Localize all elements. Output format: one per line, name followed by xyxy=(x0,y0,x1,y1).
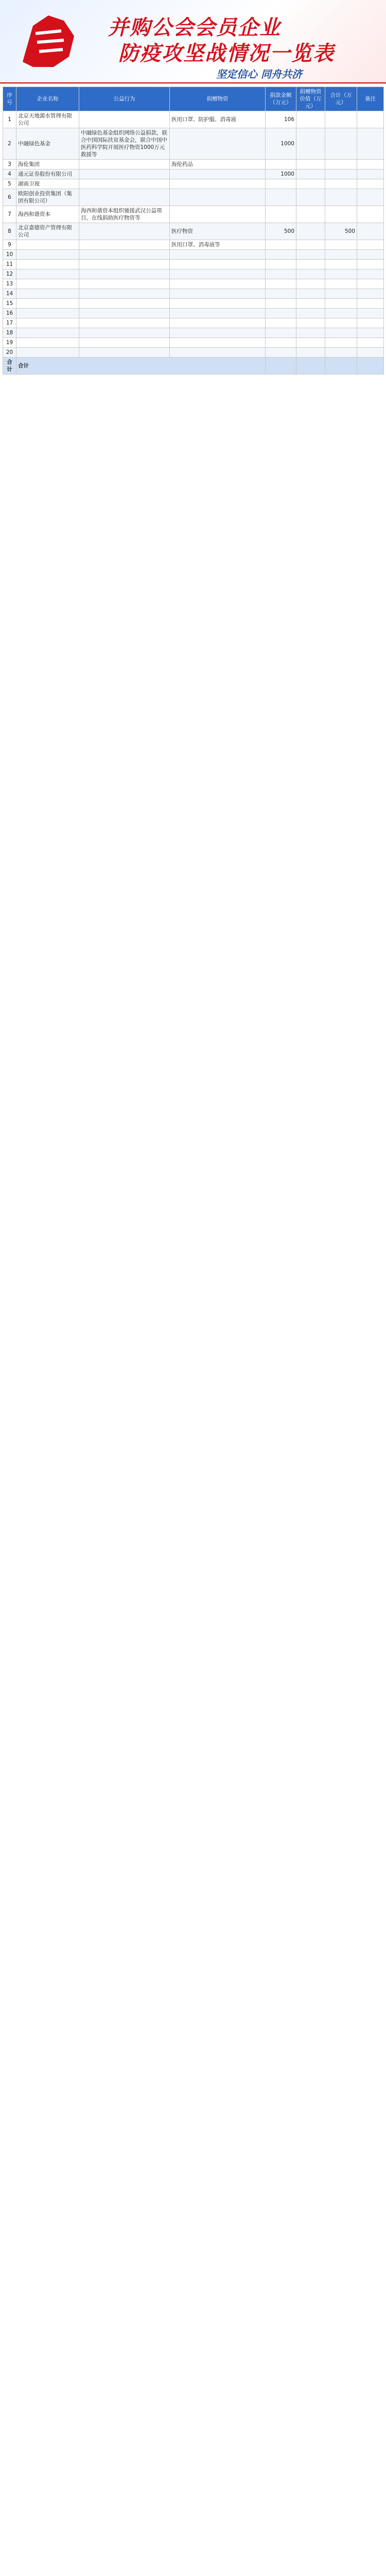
table-row xyxy=(3,250,384,260)
row-total xyxy=(325,328,357,338)
row-number: 9 xyxy=(3,240,16,250)
public-welfare-action xyxy=(79,328,170,338)
page-title-line1: 并购公会会员企业 xyxy=(108,16,281,40)
page-subtitle: 坚定信心 同舟共济 xyxy=(216,68,302,80)
company-name xyxy=(16,348,79,358)
cash-amount xyxy=(266,160,296,170)
footer-value-total xyxy=(296,358,325,375)
materials-value xyxy=(296,189,325,206)
row-number: 2 xyxy=(3,128,16,160)
materials-value xyxy=(296,260,325,269)
company-name xyxy=(16,260,79,269)
public-welfare-action xyxy=(79,309,170,318)
column-header: 备注 xyxy=(357,87,384,111)
materials-value xyxy=(296,299,325,309)
company-name: 湖南卫视 xyxy=(16,179,79,189)
donated-materials xyxy=(170,289,266,299)
row-number: 17 xyxy=(3,318,16,328)
materials-value xyxy=(296,206,325,223)
row-note xyxy=(357,299,384,309)
row-total xyxy=(325,206,357,223)
table-row xyxy=(3,328,384,338)
row-number: 8 xyxy=(3,223,16,240)
donated-materials xyxy=(170,260,266,269)
table-row xyxy=(3,206,384,223)
row-total xyxy=(325,111,357,128)
table-footer-row xyxy=(3,358,384,375)
company-name: 中融绿色基金 xyxy=(16,128,79,160)
cash-amount xyxy=(266,189,296,206)
public-welfare-action xyxy=(79,111,170,128)
public-welfare-action xyxy=(79,318,170,328)
donated-materials xyxy=(170,338,266,348)
cash-amount xyxy=(266,250,296,260)
table-row xyxy=(3,240,384,250)
company-name: 海西和谐资本 xyxy=(16,206,79,223)
donated-materials xyxy=(170,318,266,328)
row-note xyxy=(357,111,384,128)
fist-logo-icon xyxy=(12,10,84,72)
row-number: 14 xyxy=(3,289,16,299)
public-welfare-action xyxy=(79,299,170,309)
donated-materials xyxy=(170,269,266,279)
donated-materials xyxy=(170,170,266,179)
table-row xyxy=(3,111,384,128)
table-row xyxy=(3,318,384,328)
materials-value xyxy=(296,338,325,348)
row-number: 11 xyxy=(3,260,16,269)
donated-materials xyxy=(170,299,266,309)
company-name xyxy=(16,309,79,318)
row-note xyxy=(357,318,384,328)
table-row xyxy=(3,289,384,299)
company-name xyxy=(16,250,79,260)
company-name: 海伦集团 xyxy=(16,160,79,170)
table-body xyxy=(3,111,384,358)
row-number: 12 xyxy=(3,269,16,279)
row-note xyxy=(357,223,384,240)
row-note xyxy=(357,328,384,338)
row-number: 13 xyxy=(3,279,16,289)
materials-value xyxy=(296,348,325,358)
materials-value xyxy=(296,179,325,189)
column-header: 合计（万元） xyxy=(325,87,357,111)
column-header: 捐赠物资价值（万元） xyxy=(296,87,325,111)
column-header: 捐款金额（万元） xyxy=(266,87,296,111)
row-note xyxy=(357,170,384,179)
cash-amount xyxy=(266,348,296,358)
company-name xyxy=(16,240,79,250)
company-name xyxy=(16,328,79,338)
company-name: 通元证券股份有限公司 xyxy=(16,170,79,179)
row-note xyxy=(357,206,384,223)
cash-amount xyxy=(266,279,296,289)
row-note xyxy=(357,289,384,299)
row-note xyxy=(357,260,384,269)
row-number: 3 xyxy=(3,160,16,170)
company-name: 北京天地源水管理有限公司 xyxy=(16,111,79,128)
materials-value xyxy=(296,250,325,260)
row-total xyxy=(325,250,357,260)
public-welfare-action xyxy=(79,348,170,358)
company-name xyxy=(16,338,79,348)
materials-value xyxy=(296,289,325,299)
table-row xyxy=(3,299,384,309)
row-note xyxy=(357,250,384,260)
materials-value xyxy=(296,170,325,179)
row-number: 5 xyxy=(3,179,16,189)
donated-materials: 医疗物资 xyxy=(170,223,266,240)
row-total: 500 xyxy=(325,223,357,240)
footer-grand-total xyxy=(325,358,357,375)
row-total xyxy=(325,260,357,269)
donated-materials xyxy=(170,250,266,260)
cash-amount xyxy=(266,328,296,338)
row-total xyxy=(325,299,357,309)
cash-amount xyxy=(266,240,296,250)
cash-amount: 1000 xyxy=(266,170,296,179)
footer-label: 合计 xyxy=(3,358,16,375)
table-row xyxy=(3,309,384,318)
public-welfare-action xyxy=(79,240,170,250)
column-header: 序号 xyxy=(3,87,16,111)
public-welfare-action xyxy=(79,338,170,348)
public-welfare-action: 中融绿色基金组织网络公益捐款，联合中国国际扶贫基金会，联合中国中医药科学院开展医疗物资1000万元救援等 xyxy=(79,128,170,160)
table-row xyxy=(3,179,384,189)
donated-materials xyxy=(170,309,266,318)
company-name: 北京嘉德资产管理有限公司 xyxy=(16,223,79,240)
public-welfare-action xyxy=(79,160,170,170)
row-number: 1 xyxy=(3,111,16,128)
public-welfare-action xyxy=(79,250,170,260)
page-title-line2: 防疫攻坚战情况一览表 xyxy=(118,42,335,65)
cash-amount xyxy=(266,299,296,309)
cash-amount: 1000 xyxy=(266,128,296,160)
cash-amount xyxy=(266,338,296,348)
table-row xyxy=(3,128,384,160)
row-note xyxy=(357,279,384,289)
row-total xyxy=(325,179,357,189)
cash-amount xyxy=(266,269,296,279)
cash-amount xyxy=(266,206,296,223)
footer-note xyxy=(357,358,384,375)
row-note xyxy=(357,128,384,160)
table-row xyxy=(3,348,384,358)
company-name xyxy=(16,279,79,289)
public-welfare-action xyxy=(79,170,170,179)
row-note xyxy=(357,269,384,279)
public-welfare-action xyxy=(79,269,170,279)
materials-value xyxy=(296,318,325,328)
public-welfare-action xyxy=(79,260,170,269)
row-number: 6 xyxy=(3,189,16,206)
footer-cash-total xyxy=(266,358,296,375)
row-note xyxy=(357,160,384,170)
company-name xyxy=(16,289,79,299)
donated-materials xyxy=(170,189,266,206)
materials-value xyxy=(296,160,325,170)
table-row xyxy=(3,223,384,240)
table-row xyxy=(3,338,384,348)
row-total xyxy=(325,338,357,348)
column-header: 公益行为 xyxy=(79,87,170,111)
donated-materials xyxy=(170,128,266,160)
public-welfare-action xyxy=(79,179,170,189)
donated-materials xyxy=(170,328,266,338)
row-number: 7 xyxy=(3,206,16,223)
row-note xyxy=(357,189,384,206)
table-row xyxy=(3,189,384,206)
table-row xyxy=(3,260,384,269)
cash-amount: 500 xyxy=(266,223,296,240)
row-note xyxy=(357,240,384,250)
cash-amount xyxy=(266,179,296,189)
cash-amount xyxy=(266,260,296,269)
donation-table xyxy=(3,87,384,375)
cash-amount: 106 xyxy=(266,111,296,128)
row-note xyxy=(357,338,384,348)
materials-value xyxy=(296,328,325,338)
materials-value xyxy=(296,309,325,318)
row-total xyxy=(325,348,357,358)
row-total xyxy=(325,318,357,328)
cash-amount xyxy=(266,318,296,328)
row-total xyxy=(325,170,357,179)
row-number: 18 xyxy=(3,328,16,338)
materials-value xyxy=(296,240,325,250)
donated-materials xyxy=(170,206,266,223)
public-welfare-action xyxy=(79,279,170,289)
row-total xyxy=(325,309,357,318)
company-name xyxy=(16,318,79,328)
table-row xyxy=(3,279,384,289)
donated-materials xyxy=(170,179,266,189)
materials-value xyxy=(296,223,325,240)
cash-amount xyxy=(266,289,296,299)
row-total xyxy=(325,289,357,299)
public-welfare-action: 海西和谐资本组织驰援武汉公益项目，在线捐助医疗物资等 xyxy=(79,206,170,223)
materials-value xyxy=(296,128,325,160)
company-name xyxy=(16,299,79,309)
donated-materials xyxy=(170,279,266,289)
row-total xyxy=(325,128,357,160)
materials-value xyxy=(296,279,325,289)
donated-materials: 海伦药品 xyxy=(170,160,266,170)
footer-total-label: 合计 xyxy=(16,358,266,375)
donated-materials: 医用口罩、防护服、消毒液 xyxy=(170,111,266,128)
table-row xyxy=(3,269,384,279)
donated-materials xyxy=(170,348,266,358)
cash-amount xyxy=(266,309,296,318)
row-total xyxy=(325,160,357,170)
table-row xyxy=(3,170,384,179)
table-header-row xyxy=(3,87,384,111)
public-welfare-action xyxy=(79,189,170,206)
row-total xyxy=(325,269,357,279)
row-number: 16 xyxy=(3,309,16,318)
row-number: 4 xyxy=(3,170,16,179)
row-number: 19 xyxy=(3,338,16,348)
row-total xyxy=(325,189,357,206)
row-note xyxy=(357,309,384,318)
column-header: 企业名称 xyxy=(16,87,79,111)
row-number: 20 xyxy=(3,348,16,358)
row-note xyxy=(357,348,384,358)
row-note xyxy=(357,179,384,189)
public-welfare-action xyxy=(79,289,170,299)
company-name: 欧阳创业投资集团（集团有限公司） xyxy=(16,189,79,206)
materials-value xyxy=(296,269,325,279)
column-header: 捐赠物资 xyxy=(170,87,266,111)
page-header xyxy=(0,0,386,83)
materials-value xyxy=(296,111,325,128)
row-number: 15 xyxy=(3,299,16,309)
row-number: 10 xyxy=(3,250,16,260)
company-name xyxy=(16,269,79,279)
row-total xyxy=(325,240,357,250)
public-welfare-action xyxy=(79,223,170,240)
row-total xyxy=(325,279,357,289)
table-row xyxy=(3,160,384,170)
donated-materials: 医用口罩、消毒液等 xyxy=(170,240,266,250)
